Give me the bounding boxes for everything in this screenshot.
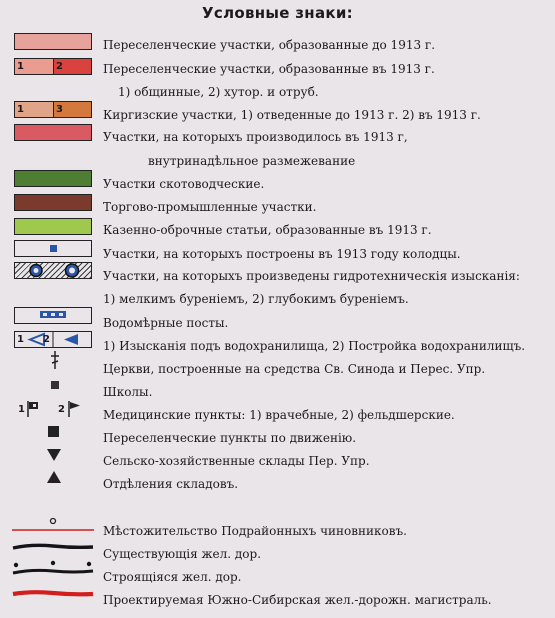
legend-label: Киргизские участки, 1) отведенные до 1913 г. 2) въ 1913 г. (103, 108, 481, 122)
residence-symbol (12, 516, 94, 536)
legend-label: Торгово-промышленные участки. (103, 200, 317, 214)
orthodox-cross-icon (49, 350, 61, 370)
swatch-drilling (14, 262, 92, 279)
railway-line-icon (12, 559, 94, 579)
legend-label: Водомѣрные посты. (103, 316, 229, 330)
legend-label: Мѣстожительство Подрайонныхъ чиновниковъ. (103, 524, 407, 538)
legend-label: Участки скотоводческие. (103, 177, 265, 191)
legend-label: Строящiяся жел. дор. (103, 570, 242, 584)
railway-line-icon (12, 541, 94, 553)
legend-label: Сельско-хозяйственные склады Пер. Упр. (103, 454, 370, 468)
swatch-well (14, 240, 92, 257)
legend-label: Участки, на которыхъ построены въ 1913 году колодцы. (103, 247, 461, 261)
legend-label: Отдѣления складовъ. (103, 477, 239, 491)
legend-label: 1) мелкимъ буренiемъ, 2) глубокимъ буренiемъ. (103, 292, 409, 306)
legend-label: Казенно-оброчные статьи, образованные въ 1913 г. (103, 223, 432, 237)
legend-label: Переселенческие пункты по движенiю. (103, 431, 357, 445)
legend-label: Церкви, построенные на средства Св. Синода и Перес. Упр. (103, 362, 486, 376)
legend-label: Медицинские пункты: 1) врачебные, 2) фельдшерские. (103, 408, 455, 422)
swatch-pink (14, 33, 92, 50)
number-2: 2 (43, 334, 50, 345)
legend-label: Переселенческие участки, образованные въ 1913 г. (103, 62, 435, 76)
legend-label: внутринадѣльное размежевание (148, 154, 356, 168)
reservoir-triangle-icon (14, 331, 92, 348)
number-3: 3 (56, 104, 63, 115)
number-2: 2 (56, 61, 63, 72)
number-1: 1 (17, 334, 24, 345)
swatch-split-orange (14, 101, 92, 118)
legend-label: 1) общинные, 2) хутор. и отруб. (118, 85, 319, 99)
legend-label: Переселенческие участки, образованные до 1913 г. (103, 38, 436, 52)
flag-icon (25, 400, 41, 418)
swatch-reservoir (14, 331, 92, 348)
swatch-split-red (14, 58, 92, 75)
circle-icon (51, 519, 56, 524)
swatch-light-green (14, 218, 92, 235)
legend-label: Участки, на которыхъ произведены гидротехническiя изысканiя: (103, 269, 520, 283)
number-1: 1 (17, 104, 24, 115)
down-triangle-icon (46, 448, 62, 462)
legend-label: Проектируемая Южно-Сибирская жел.-дорожн. магистраль. (103, 593, 492, 607)
swatch-green (14, 170, 92, 187)
number-1: 1 (18, 404, 25, 415)
well-dot-icon (50, 245, 57, 252)
swatch-rose-red (14, 124, 92, 141)
legend-label: Школы. (103, 385, 153, 399)
water-gauge-icon (14, 307, 92, 324)
school-square-icon (51, 381, 59, 389)
up-triangle-icon (46, 470, 62, 484)
swatch-brown (14, 194, 92, 211)
number-2: 2 (58, 404, 65, 415)
square-icon (48, 426, 59, 437)
flag-icon (66, 400, 82, 418)
legend-label: 1) Изысканiя подъ водохранилища, 2) Постройка водохранилищъ. (103, 339, 526, 353)
title: Условные знаки: (202, 4, 353, 22)
drilling-circles-icon (14, 262, 92, 279)
swatch-water-gauge (14, 307, 92, 324)
number-1: 1 (17, 61, 24, 72)
legend-label: Существующiя жел. дор. (103, 547, 262, 561)
legend-label: Участки, на которыхъ производилось въ 1913 г, (103, 130, 408, 144)
railway-line-icon (12, 588, 94, 600)
